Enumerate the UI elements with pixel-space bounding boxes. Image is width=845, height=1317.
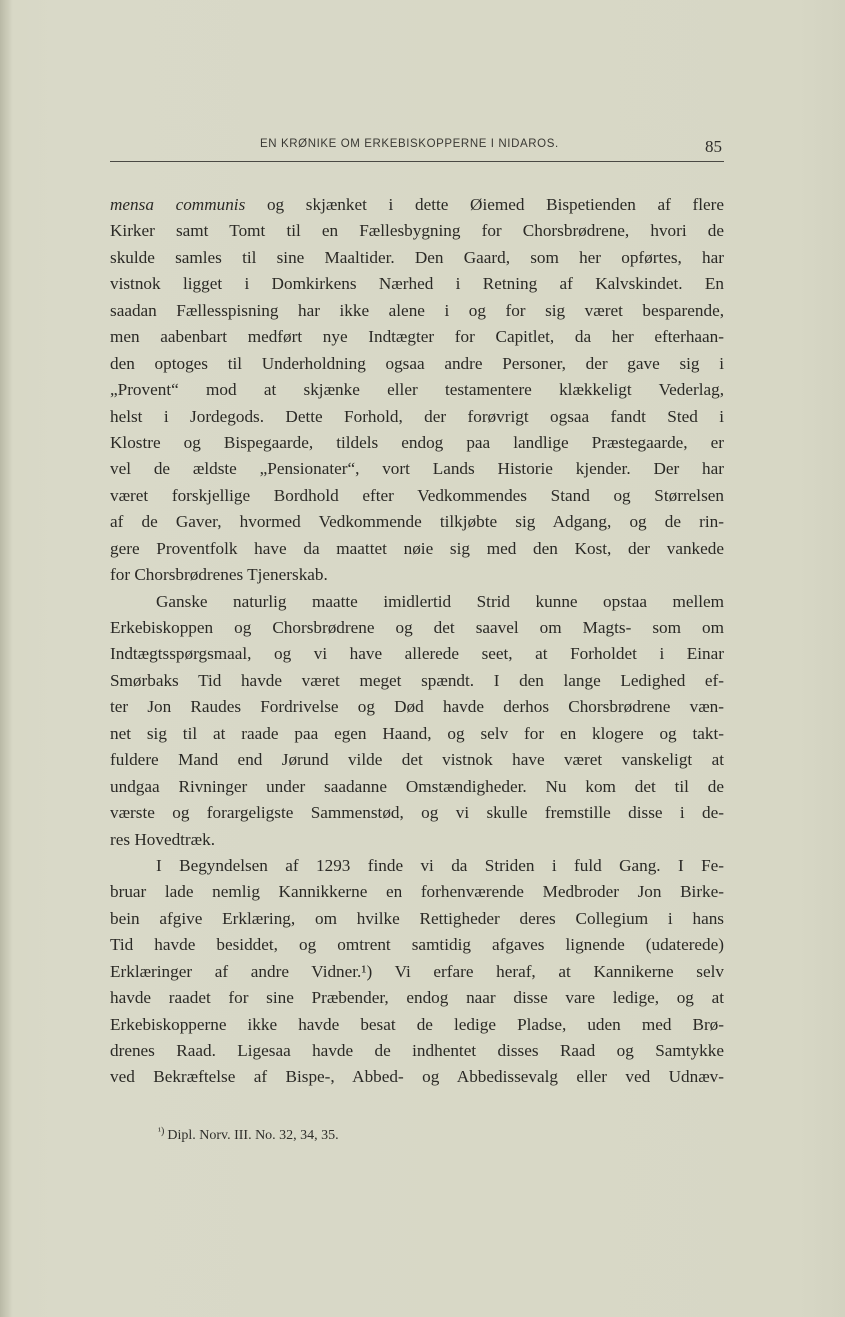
text-line (110, 589, 724, 615)
text-line (110, 747, 724, 773)
text-line (110, 324, 724, 350)
line-text: helst i Jordegods. Dette Forhold, der forøvrigt ogsaa fandt Sted i (110, 406, 724, 426)
text-line (110, 404, 724, 430)
footnote-marker: ¹) (158, 1126, 165, 1137)
line-text: „Provent“ mod at skjænke eller testamentere klækkeligt Vederlag, (110, 380, 724, 400)
line-text: I Begyndelsen af 1293 finde vi da Striden i fuld Gang. I Fe- (156, 855, 724, 875)
line-text: gere Proventfolk have da maattet nøie sig med den Kost, der vankede (110, 538, 724, 558)
line-text: Klostre og Bispegaarde, tildels endog paa landlige Præstegaarde, er (110, 432, 724, 452)
running-title: EN KRØNIKE OM ERKEBISKOPPERNE I NIDAROS. (260, 138, 559, 150)
line-text: den optoges til Underholdning ogsaa andre Personer, der gave sig i (110, 353, 724, 373)
line-text: Indtægtsspørgsmaal, og vi have allerede seet, at Forholdet i Einar (110, 644, 724, 664)
text-line (110, 827, 724, 853)
italic-phrase: mensa communis (110, 195, 246, 214)
text-line (110, 615, 724, 641)
text-line (110, 668, 724, 694)
line-text: for Chorsbrødrenes Tjenerskab. (110, 565, 328, 585)
text-line (110, 1038, 724, 1064)
line-text: Erkebiskopperne ikke havde besat de ledige Pladse, uden med Brø- (110, 1014, 724, 1034)
line-text: Smørbaks Tid havde været meget spændt. I den lange Ledighed ef- (110, 670, 724, 690)
text-line (110, 694, 724, 720)
text-line (110, 906, 724, 932)
text-line (110, 562, 724, 588)
line-text: saadan Fællesspisning har ikke alene i og for sig været besparende, (110, 300, 724, 320)
text-line (110, 298, 724, 324)
text-line (110, 985, 724, 1011)
line-text: ter Jon Raudes Fordrivelse og Død havde derhos Chorsbrødrene væn- (110, 697, 724, 717)
text-line (110, 483, 724, 509)
footnote (158, 1126, 339, 1144)
line-text: vistnok ligget i Domkirkens Nærhed i Retning af Kalvskindet. En (110, 274, 724, 294)
line-text: skulde samles til sine Maaltider. Den Gaard, som her opførtes, har (110, 247, 724, 267)
line-text: været forskjellige Bordhold efter Vedkommendes Stand og Størrelsen (110, 485, 724, 505)
line-text: af de Gaver, hvormed Vedkommende tilkjøbte sig Adgang, og de rin- (110, 512, 724, 532)
line-text: fuldere Mand end Jørund vilde det vistnok have været vanskeligt at (110, 750, 724, 770)
text-line (110, 271, 724, 297)
footnote-text: Dipl. Norv. III. No. 32, 34, 35. (167, 1128, 339, 1143)
header-rule (110, 161, 724, 162)
text-line (110, 879, 724, 905)
line-text: bein afgive Erklæring, om hvilke Rettigheder deres Collegium i hans (110, 908, 724, 928)
line-text: net sig til at raade paa egen Haand, og selv for en klogere og takt- (110, 723, 724, 743)
line-text: res Hovedtræk. (110, 829, 216, 849)
text-line (110, 774, 724, 800)
text-line (110, 932, 724, 958)
text-line (110, 192, 724, 218)
text-line (110, 1012, 724, 1038)
text-line (110, 218, 724, 244)
line-text: havde raadet for sine Præbender, endog naar disse vare ledige, og at (110, 988, 724, 1008)
body-text (110, 192, 724, 1091)
text-line (110, 800, 724, 826)
text-line (110, 351, 724, 377)
text-line (110, 641, 724, 667)
text-line (110, 853, 724, 879)
line-text: Ganske naturlig maatte imidlertid Strid kunne opstaa mellem (156, 591, 724, 611)
text-line (110, 245, 724, 271)
line-text: Tid havde besiddet, og omtrent samtidig afgaves lignende (udaterede) (110, 935, 724, 955)
line-text: Kirker samt Tomt til en Fællesbygning for Chorsbrødrene, hvori de (110, 221, 724, 241)
line-text: værste og forargeligste Sammenstød, og vi skulle fremstille disse i de- (110, 803, 724, 823)
line-text: Erkebiskoppen og Chorsbrødrene og det saavel om Magts- som om (110, 618, 724, 637)
line-text: drenes Raad. Ligesaa havde de indhentet disses Raad og Samtykke (110, 1041, 724, 1060)
binding-edge (0, 0, 12, 1317)
line-text: undgaa Rivninger under saadanne Omstændigheder. Nu kom det til de (110, 776, 724, 796)
text-line (110, 1064, 724, 1090)
text-line (110, 959, 724, 985)
text-line (110, 721, 724, 747)
line-text: Erklæringer af andre Vidner.¹) Vi erfare heraf, at Kannikerne selv (110, 961, 724, 981)
text-line (110, 377, 724, 403)
line-text: ved Bekræftelse af Bispe-, Abbed- og Abbedissevalg eller ved Udnæv- (110, 1067, 724, 1087)
page-number: 85 (705, 137, 722, 156)
text-line (110, 430, 724, 456)
text-line (110, 509, 724, 535)
text-line (110, 536, 724, 562)
line-text: men aabenbart medført nye Indtægter for Capitlet, da her efterhaan- (110, 327, 724, 347)
running-head (110, 137, 724, 163)
line-text: og skjænket i dette Øiemed Bispetienden af flere (245, 195, 724, 214)
text-line (110, 456, 724, 482)
line-text: vel de ældste „Pensionater“, vort Lands Historie kjender. Der har (110, 459, 724, 479)
line-text: bruar lade nemlig Kannikkerne en forhenværende Medbroder Jon Birke- (110, 882, 724, 902)
